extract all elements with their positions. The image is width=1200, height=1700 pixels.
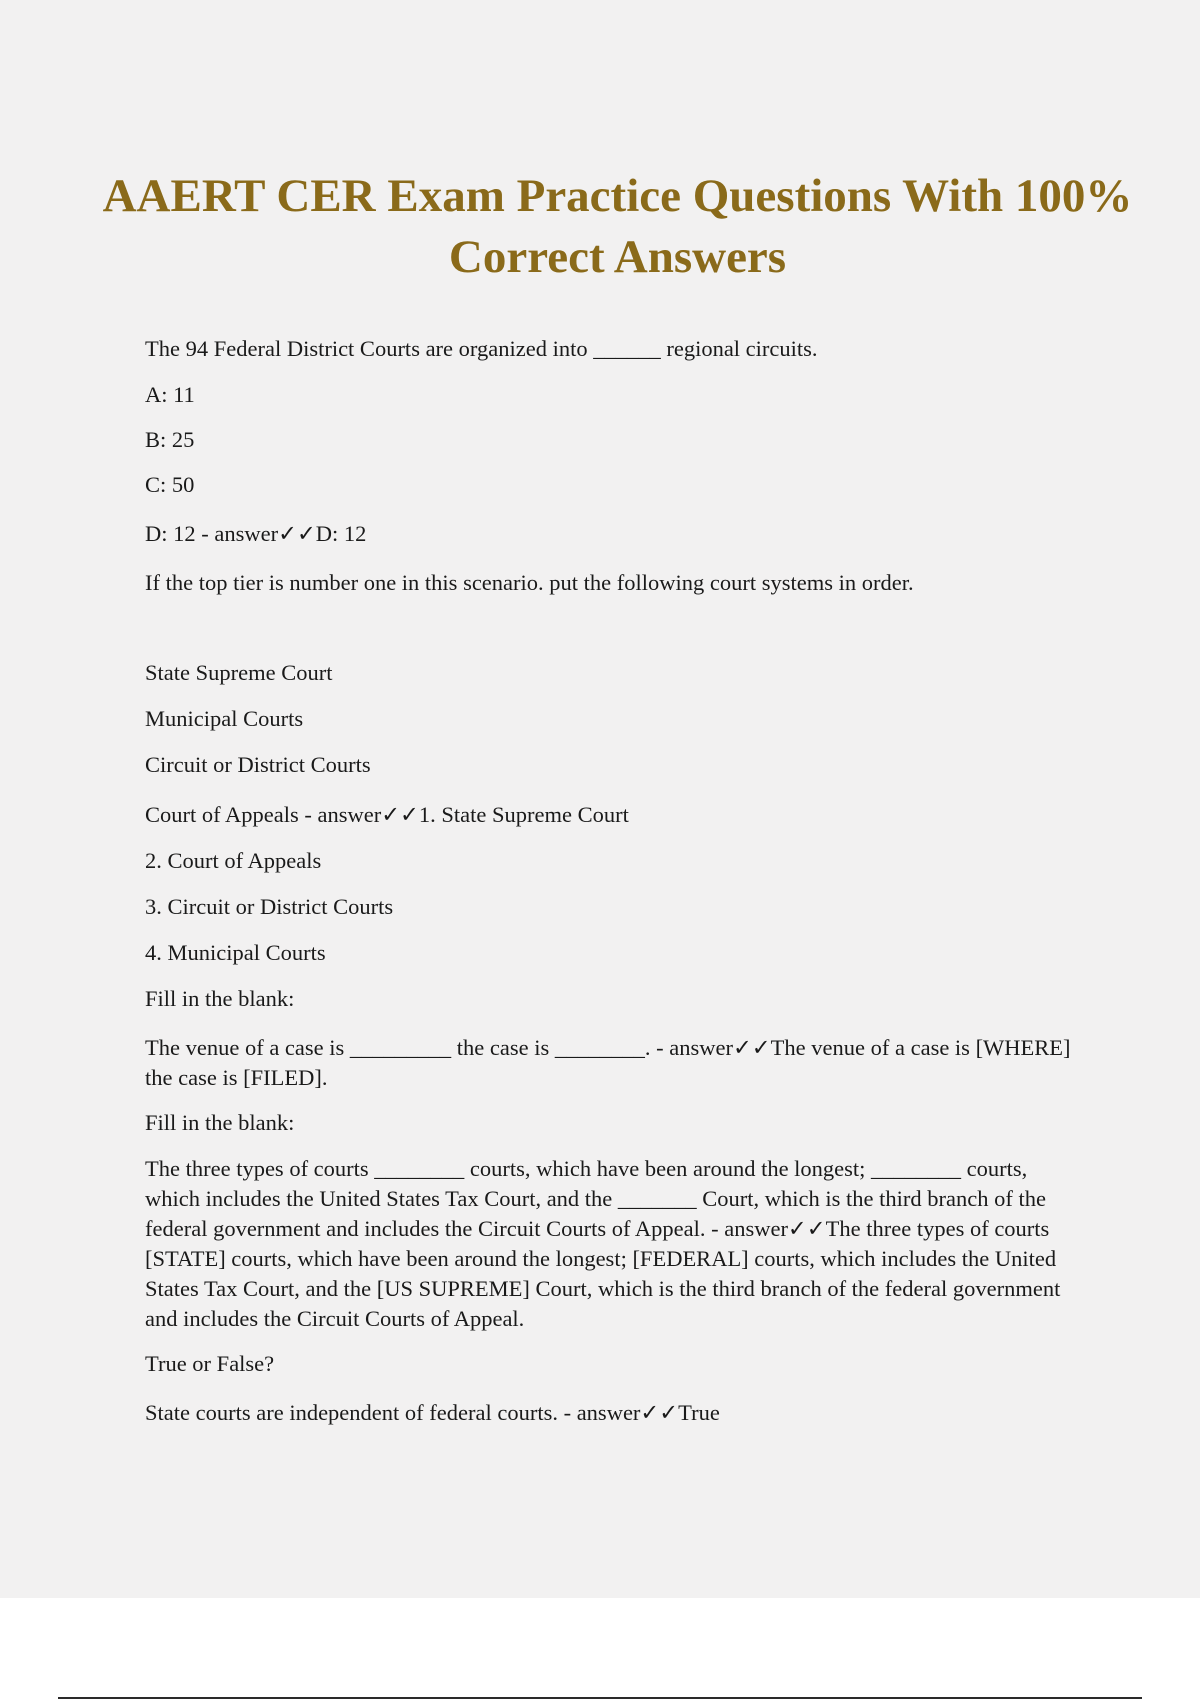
question-2-item-3: Circuit or District Courts: [145, 752, 371, 777]
document-body: [145, 334, 1085, 1428]
question-1-text: The 94 Federal District Courts are organized into ______ regional circuits.: [145, 336, 818, 361]
question-5-text: State courts are independent of federal courts. - answer✓✓True: [145, 1400, 720, 1425]
question-3-text: The venue of a case is _________ the case is ________. - answer✓✓The venue of a case is [WHERE] the case is [FILED].: [145, 1035, 1071, 1090]
footer-divider: [58, 1697, 1142, 1699]
question-2-answer-line-4: 4. Municipal Courts: [145, 940, 326, 965]
question-2-item-1: State Supreme Court: [145, 660, 333, 685]
question-2-text: If the top tier is number one in this scenario. put the following court systems in order.: [145, 570, 914, 595]
question-1-option-c: C: 50: [145, 472, 195, 497]
question-2-answer: Court of Appeals - answer✓✓1. State Supreme Court: [145, 802, 629, 827]
question-5-label: True or False?: [145, 1351, 275, 1376]
question-1-option-b: B: 25: [145, 427, 195, 452]
question-4-label: Fill in the blank:: [145, 1110, 295, 1135]
question-4-text: The three types of courts ________ courts, which have been around the longest; ________ courts, which includes the United States Tax Court, and the _______ Court, which is the third branch of the federal government and includes the Circuit Courts of Appeal. - answer✓✓The three types of courts [STATE] courts, which have been around the longest; [FEDERAL] courts, which includes the United States Tax Court, and the [US SUPREME] Court, which is the third branch of the federal government and includes the Circuit Courts of Appeal.: [145, 1156, 1061, 1331]
question-1-answer: D: 12 - answer✓✓D: 12: [145, 521, 367, 546]
question-2-answer-line-2: 2. Court of Appeals: [145, 848, 322, 873]
question-2-item-2: Municipal Courts: [145, 706, 304, 731]
question-2-answer-line-3: 3. Circuit or District Courts: [145, 894, 394, 919]
question-3-label: Fill in the blank:: [145, 986, 295, 1011]
question-1-option-a: A: 11: [145, 382, 195, 407]
document-title: AAERT CER Exam Practice Questions With 100% Correct Answers: [102, 170, 1133, 283]
